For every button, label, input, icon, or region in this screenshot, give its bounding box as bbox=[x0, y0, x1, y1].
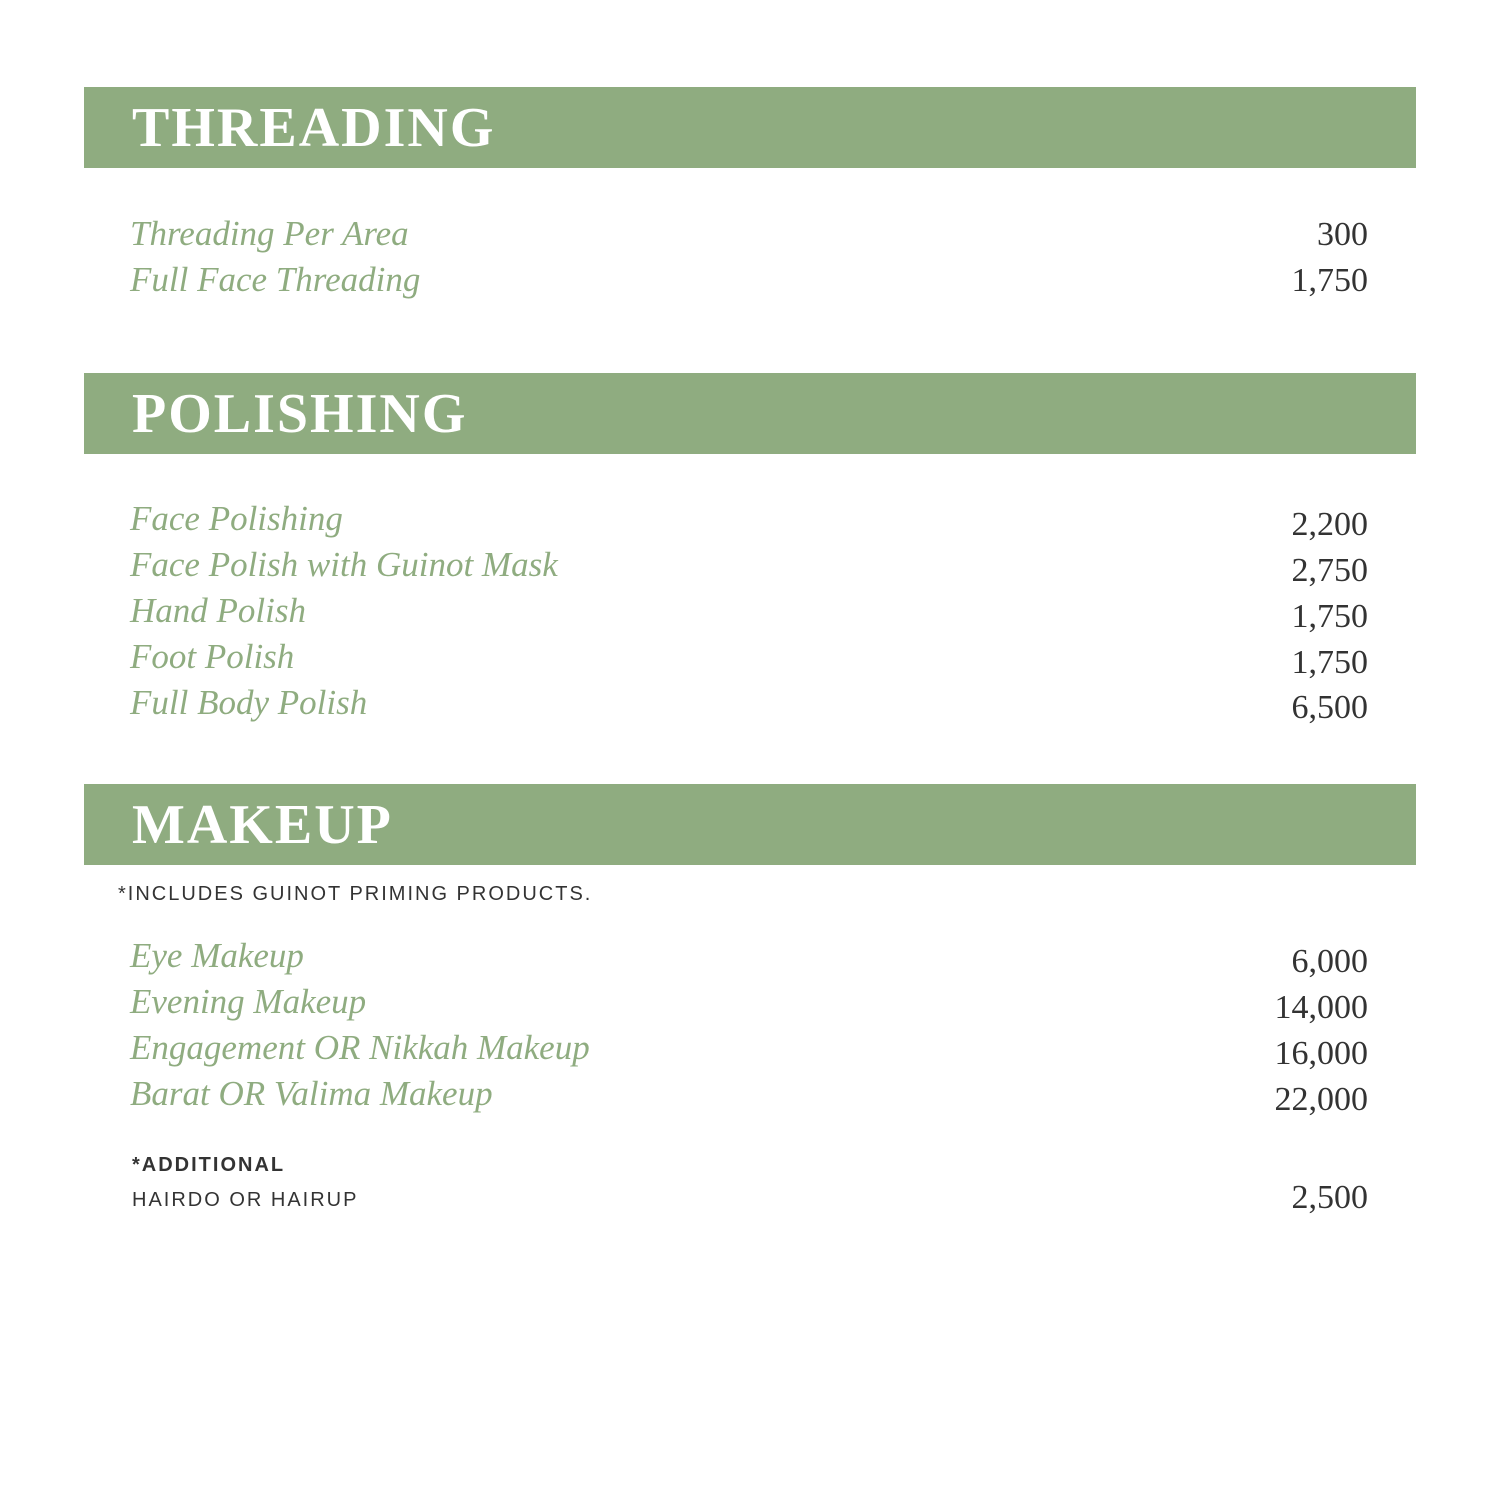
evening-makeup-price: 14,000 bbox=[1274, 989, 1368, 1026]
hairdo-hairup-price: 2,500 bbox=[1291, 1179, 1368, 1216]
barat-valima-makeup-name: Barat OR Valima Makeup bbox=[130, 1074, 493, 1113]
barat-valima-makeup-price: 22,000 bbox=[1274, 1081, 1368, 1118]
full-body-polish-price: 6,500 bbox=[1291, 689, 1368, 726]
foot-polish-name: Foot Polish bbox=[130, 637, 295, 676]
makeup-section-title: MAKEUP bbox=[132, 794, 393, 856]
eye-makeup-name: Eye Makeup bbox=[130, 936, 304, 975]
additional-heading: *ADDITIONAL bbox=[132, 1154, 286, 1176]
full-face-threading-name: Full Face Threading bbox=[130, 260, 421, 299]
engagement-nikkah-makeup-name: Engagement OR Nikkah Makeup bbox=[130, 1028, 590, 1067]
threading-per-area-price: 300 bbox=[1317, 216, 1368, 253]
threading-per-area-name: Threading Per Area bbox=[130, 214, 409, 253]
hand-polish-price: 1,750 bbox=[1291, 598, 1368, 635]
face-polish-guinot-mask-name: Face Polish with Guinot Mask bbox=[130, 545, 558, 584]
face-polishing-name: Face Polishing bbox=[130, 499, 343, 538]
engagement-nikkah-makeup-price: 16,000 bbox=[1274, 1035, 1368, 1072]
hand-polish-name: Hand Polish bbox=[130, 591, 306, 630]
makeup-section-header bbox=[84, 784, 1416, 865]
evening-makeup-name: Evening Makeup bbox=[130, 982, 367, 1021]
foot-polish-price: 1,750 bbox=[1291, 644, 1368, 681]
threading-section-title: THREADING bbox=[132, 97, 496, 159]
polishing-section-title: POLISHING bbox=[132, 383, 468, 445]
face-polishing-price: 2,200 bbox=[1291, 506, 1368, 543]
eye-makeup-price: 6,000 bbox=[1291, 943, 1368, 980]
full-face-threading-price: 1,750 bbox=[1291, 262, 1368, 299]
full-body-polish-name: Full Body Polish bbox=[130, 683, 368, 722]
threading-section-header bbox=[84, 87, 1416, 168]
hairdo-hairup-name: HAIRDO OR HAIRUP bbox=[132, 1189, 359, 1211]
polishing-section-header bbox=[84, 373, 1416, 454]
makeup-note: *INCLUDES GUINOT PRIMING PRODUCTS. bbox=[118, 883, 593, 905]
face-polish-guinot-mask-price: 2,750 bbox=[1291, 552, 1368, 589]
